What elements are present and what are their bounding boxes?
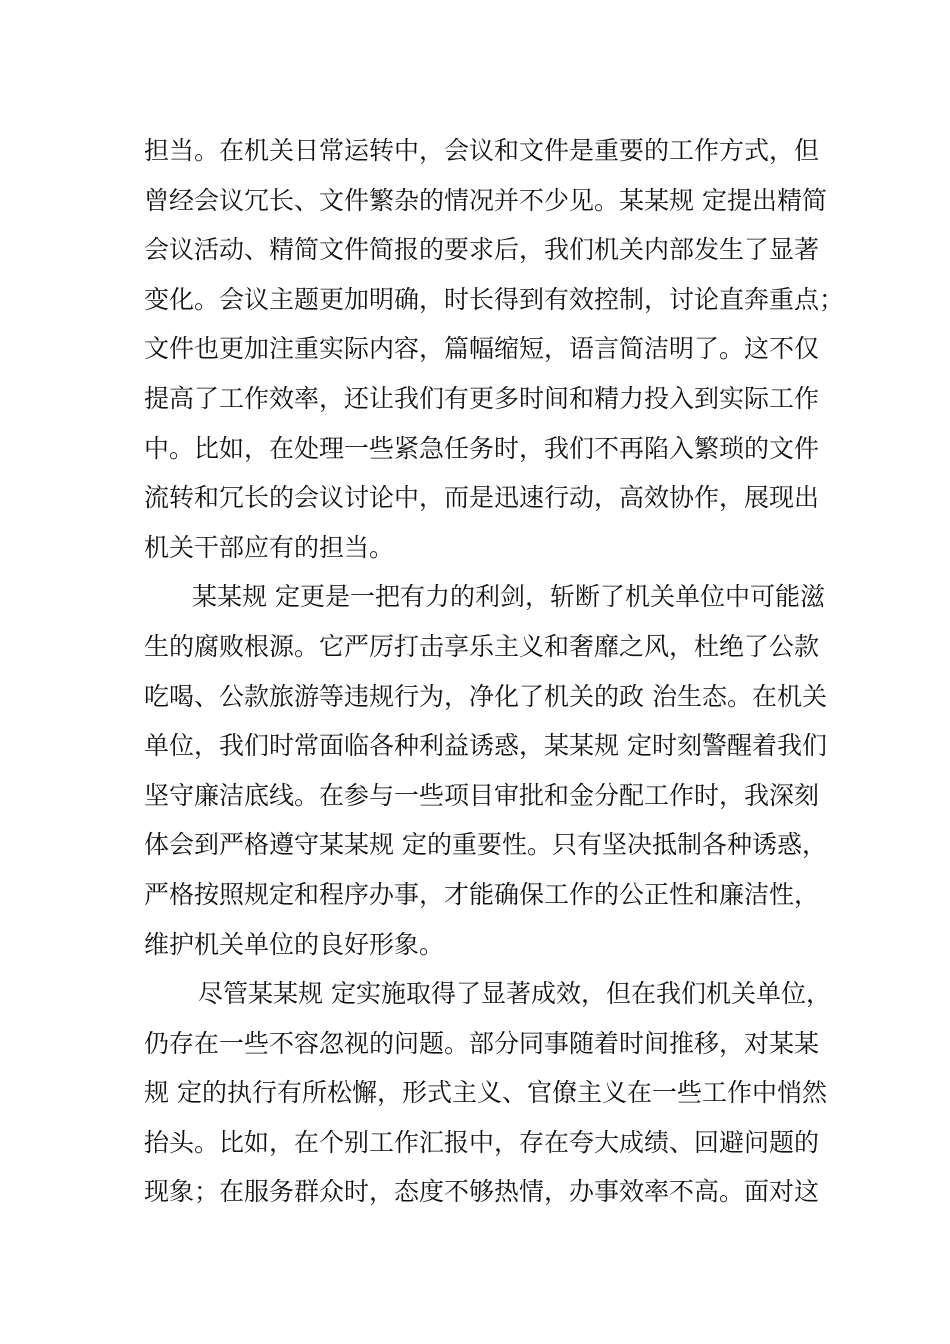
text-line: 单位，我们时常面临各种利益诱惑，某某规 定时刻警醒着我们: [144, 731, 827, 761]
body-text: [144, 126, 845, 1217]
text-line: 提高了工作效率，还让我们有更多时间和精力投入到实际工作: [144, 383, 820, 413]
text-line: 文件也更加注重实际内容，篇幅缩短，语言简洁明了。这不仅: [144, 334, 820, 364]
text-line: 曾经会议冗长、文件繁杂的情况并不少见。某某规 定提出精简: [144, 185, 827, 215]
text-line: 现象；在服务群众时，态度不够热情，办事效率不高。面对这: [144, 1177, 820, 1207]
text-line: 流转和冗长的会议讨论中，而是迅速行动，高效协作，展现出: [144, 483, 820, 513]
text-line: 规 定的执行有所松懈，形式主义、官僚主义在一些工作中悄然: [144, 1078, 827, 1108]
text-line: 会议活动、精简文件简报的要求后，我们机关内部发生了显著: [144, 235, 820, 265]
text-line: 仍存在一些不容忽视的问题。部分同事随着时间推移，对某某: [144, 1028, 820, 1058]
text-line: 变化。会议主题更加明确，时长得到有效控制，讨论直奔重点；: [144, 284, 845, 314]
text-line: 坚守廉洁底线。在参与一些项目审批和金分配工作时，我深刻: [144, 780, 820, 810]
text-line: 担当。在机关日常运转中，会议和文件是重要的工作方式，但: [144, 136, 820, 165]
text-line: 抬头。比如，在个别工作汇报中，存在夸大成绩、回避问题的: [144, 1127, 820, 1157]
text-line: 生的腐败根源。它严厉打击享乐主义和奢靡之风，杜绝了公款: [144, 631, 820, 661]
text-line: 体会到严格遵守某某规 定的重要性。只有坚决抵制各种诱惑，: [144, 830, 827, 860]
text-line: 中。比如，在处理一些紧急任务时，我们不再陷入繁琐的文件: [144, 433, 820, 463]
text-line: 维护机关单位的良好形象。: [144, 929, 445, 959]
paragraph-start-line: 某某规 定更是一把有力的利剑，斩断了机关单位中可能滋: [192, 582, 825, 612]
text-line: 吃喝、公款旅游等违规行为，净化了机关的政 治生态。在机关: [144, 681, 827, 711]
text-line: 机关干部应有的担当。: [144, 532, 395, 562]
paragraph-start-line: 尽管某某规 定实施取得了显著成效，但在我们机关单位，: [198, 979, 831, 1009]
text-line: 严格按照规定和程序办事，才能确保工作的公正性和廉洁性，: [144, 879, 820, 909]
